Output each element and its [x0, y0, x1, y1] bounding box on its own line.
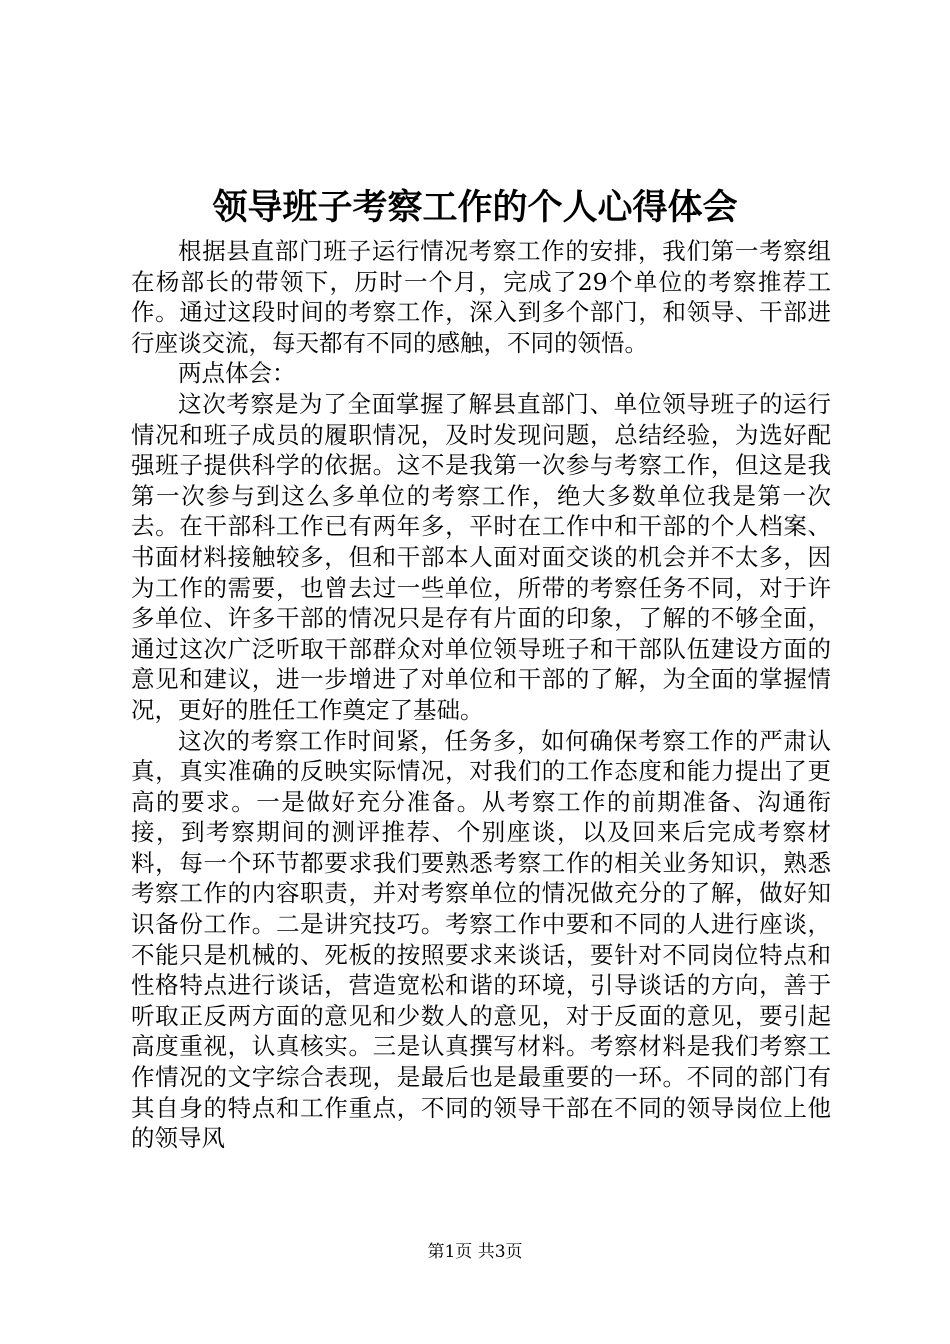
- page-footer: 第1页 共3页: [427, 1242, 523, 1262]
- document-body: [131, 236, 831, 1154]
- paragraph-first-insight: 这次考察是为了全面掌握了解县直部门、单位领导班子的运行情况和班子成员的履职情况，及时发现问题，总结经验，为选好配强班子提供科学的依据。这不是我第一次参与考察工作，但这是我第一次参与到这么多单位的考察工作，绝大多数单位我是第一次去。在干部科工作已有两年多，平时在工作中和干部的个人档案、书面材料接触较多，但和干部本人面对面交谈的机会并不太多，因为工作的需要，也曾去过一些单位，所带的考察任务不同，对于许多单位、许多干部的情况只是存有片面的印象，了解的不够全面，通过这次广泛听取干部群众对单位领导班子和干部队伍建设方面的意见和建议，进一步增进了对单位和干部的了解，为全面的掌握情况，更好的胜任工作奠定了基础。: [131, 389, 831, 724]
- paragraph-intro: 根据县直部门班子运行情况考察工作的安排，我们第一考察组在杨部长的带领下，历时一个月，完成了29个单位的考察推荐工作。通过这段时间的考察工作，深入到多个部门，和领导、干部进行座谈交流，每天都有不同的感触，不同的领悟。: [131, 237, 831, 357]
- paragraph-heading: 两点体会：: [178, 359, 296, 388]
- paragraph-second-insight: 这次的考察工作时间紧，任务多，如何确保考察工作的严肃认真，真实准确的反映实际情况，对我们的工作态度和能力提出了更高的要求。一是做好充分准备。从考察工作的前期准备、沟通衔接，到考察期间的测评推荐、个别座谈，以及回来后完成考察材料，每一个环节都要求我们要熟悉考察工作的相关业务知识，熟悉考察工作的内容职责，并对考察单位的情况做充分的了解，做好知识备份工作。二是讲究技巧。考察工作中要和不同的人进行座谈，不能只是机械的、死板的按照要求来谈话，要针对不同岗位特点和性格特点进行谈话，营造宽松和谐的环境，引导谈话的方向，善于听取正反两方面的意见和少数人的意见，对于反面的意见，要引起高度重视，认真核实。三是认真撰写材料。考察材料是我们考察工作情况的文字综合表现，是最后也是最重要的一环。不同的部门有其自身的特点和工作重点，不同的领导干部在不同的领导岗位上他的领导风: [131, 726, 831, 1153]
- document-title: 领导班子考察工作的个人心得体会: [212, 187, 738, 228]
